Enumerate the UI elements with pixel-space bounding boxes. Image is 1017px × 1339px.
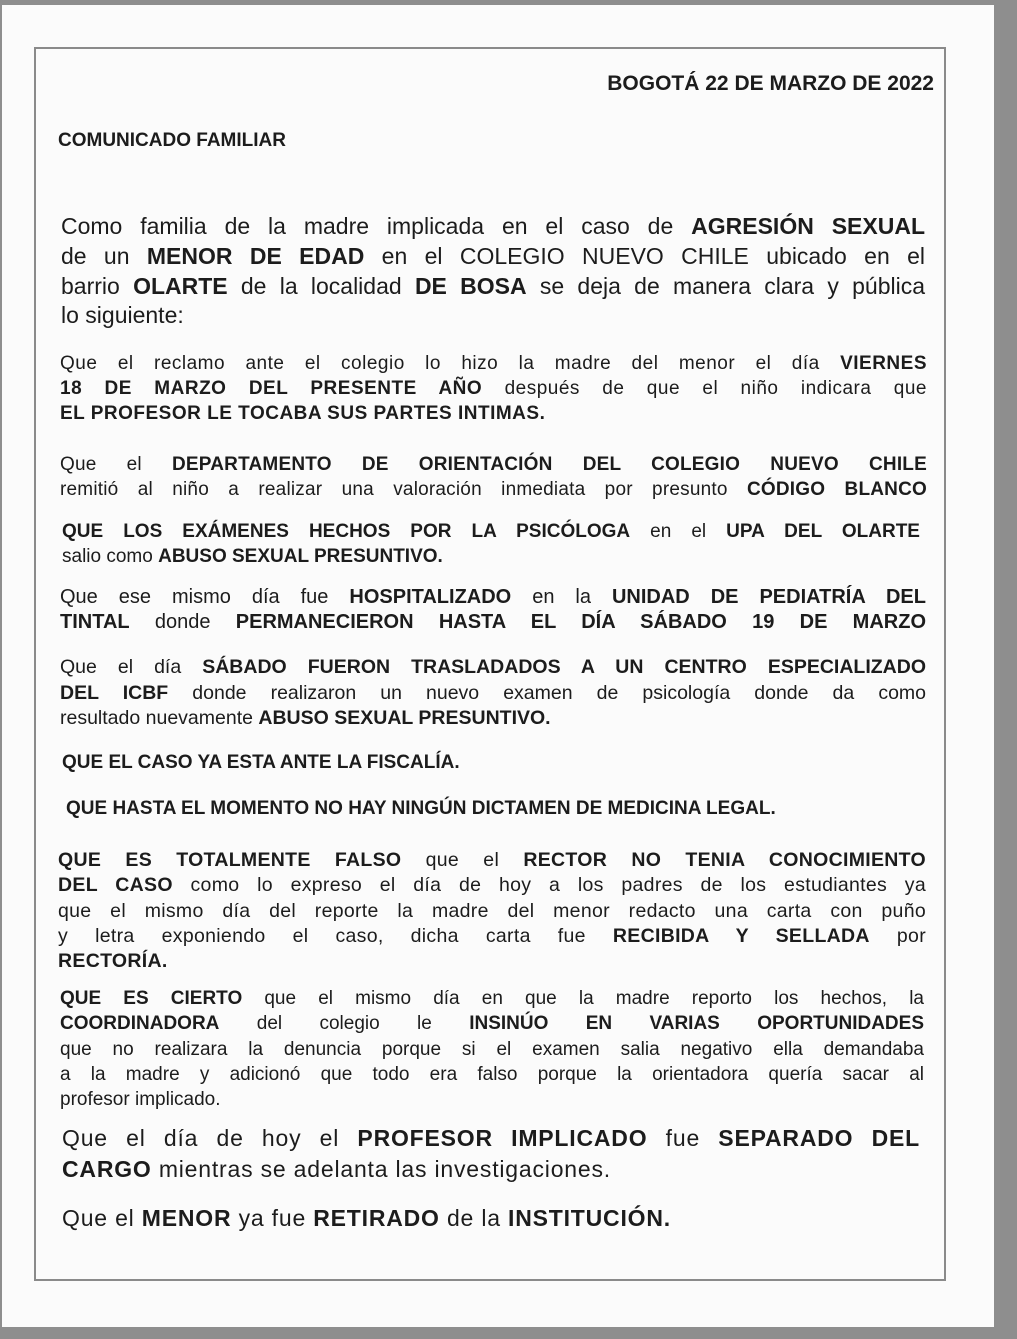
paragraph-rector-line: QUE ES TOTALMENTE FALSO que el RECTOR NO TENIA CONOCIMIENTO <box>58 849 926 871</box>
paragraph-rector-line: DEL CASO como lo expreso el día de hoy a los padres de los estudiantes ya <box>58 874 926 896</box>
paragraph-fiscalia-line: QUE EL CASO YA ESTA ANTE LA FISCALÍA. <box>62 752 460 773</box>
paragraph-intro-line: Como familia de la madre implicada en el caso de AGRESIÓN SEXUAL <box>61 213 925 239</box>
paragraph-coordinadora-line: QUE ES CIERTO que el mismo día en que la madre reporto los hechos, la <box>60 988 924 1009</box>
paragraph-rector-line: RECTORÍA. <box>58 950 168 972</box>
paragraph-icbf-line: DEL ICBF donde realizaron un nuevo examen de psicología donde da como <box>60 682 926 704</box>
paragraph-orientation-line: Que el DEPARTAMENTO DE ORIENTACIÓN DEL COLEGIO NUEVO CHILE <box>60 454 927 475</box>
paragraph-rector-line: que el mismo día del reporte la madre del menor redacto una carta con puño <box>58 900 926 922</box>
paragraph-exams-line: salio como ABUSO SEXUAL PRESUNTIVO. <box>62 546 443 567</box>
paragraph-medicina-legal-line: QUE HASTA EL MOMENTO NO HAY NINGÚN DICTAMEN DE MEDICINA LEGAL. <box>66 798 776 819</box>
paragraph-separado-line: CARGO mientras se adelanta las investigaciones. <box>62 1156 611 1182</box>
paragraph-claim-line: Que el reclamo ante el colegio lo hizo la madre del menor el día VIERNES <box>60 353 927 374</box>
paragraph-intro-line: de un MENOR DE EDAD en el COLEGIO NUEVO CHILE ubicado en el <box>61 243 925 269</box>
paragraph-orientation-line: remitió al niño a realizar una valoración inmediata por presunto CÓDIGO BLANCO <box>60 479 927 500</box>
letter-date: BOGOTÁ 22 DE MARZO DE 2022 <box>607 72 934 95</box>
paragraph-icbf-line: resultado nuevamente ABUSO SEXUAL PRESUNTIVO. <box>60 707 551 729</box>
paragraph-coordinadora-line: COORDINADORA del colegio le INSINÚO EN VARIAS OPORTUNIDADES <box>60 1013 924 1034</box>
paragraph-coordinadora-line: a la madre y adicionó que todo era falso porque la orientadora quería sacar al <box>60 1064 924 1085</box>
paragraph-retirado-line: Que el MENOR ya fue RETIRADO de la INSTITUCIÓN. <box>62 1205 671 1231</box>
paragraph-coordinadora-line: profesor implicado. <box>60 1089 221 1110</box>
paragraph-hospital-line: Que ese mismo día fue HOSPITALIZADO en la UNIDAD DE PEDIATRÍA DEL <box>60 586 926 608</box>
paragraph-icbf-line: Que el día SÁBADO FUERON TRASLADADOS A UN CENTRO ESPECIALIZADO <box>60 656 926 678</box>
paragraph-coordinadora-line: que no realizara la denuncia porque si el examen salia negativo ella demandaba <box>60 1039 924 1060</box>
paragraph-exams-line: QUE LOS EXÁMENES HECHOS POR LA PSICÓLOGA en el UPA DEL OLARTE <box>62 521 920 542</box>
paragraph-rector-line: y letra exponiendo el caso, dicha carta fue RECIBIDA Y SELLADA por <box>58 925 926 947</box>
paragraph-intro-line: barrio OLARTE de la localidad DE BOSA se deja de manera clara y pública <box>61 273 925 299</box>
paragraph-claim-line: EL PROFESOR LE TOCABA SUS PARTES INTIMAS. <box>60 403 546 424</box>
paragraph-intro-line: lo siguiente: <box>61 302 184 328</box>
paragraph-hospital-line: TINTAL donde PERMANECIERON HASTA EL DÍA SÁBADO 19 DE MARZO <box>60 611 927 633</box>
paragraph-separado-line: Que el día de hoy el PROFESOR IMPLICADO fue SEPARADO DEL <box>62 1125 920 1151</box>
letter-heading: COMUNICADO FAMILIAR <box>58 130 286 151</box>
paragraph-claim-line: 18 DE MARZO DEL PRESENTE AÑO después de que el niño indicara que <box>60 378 927 399</box>
